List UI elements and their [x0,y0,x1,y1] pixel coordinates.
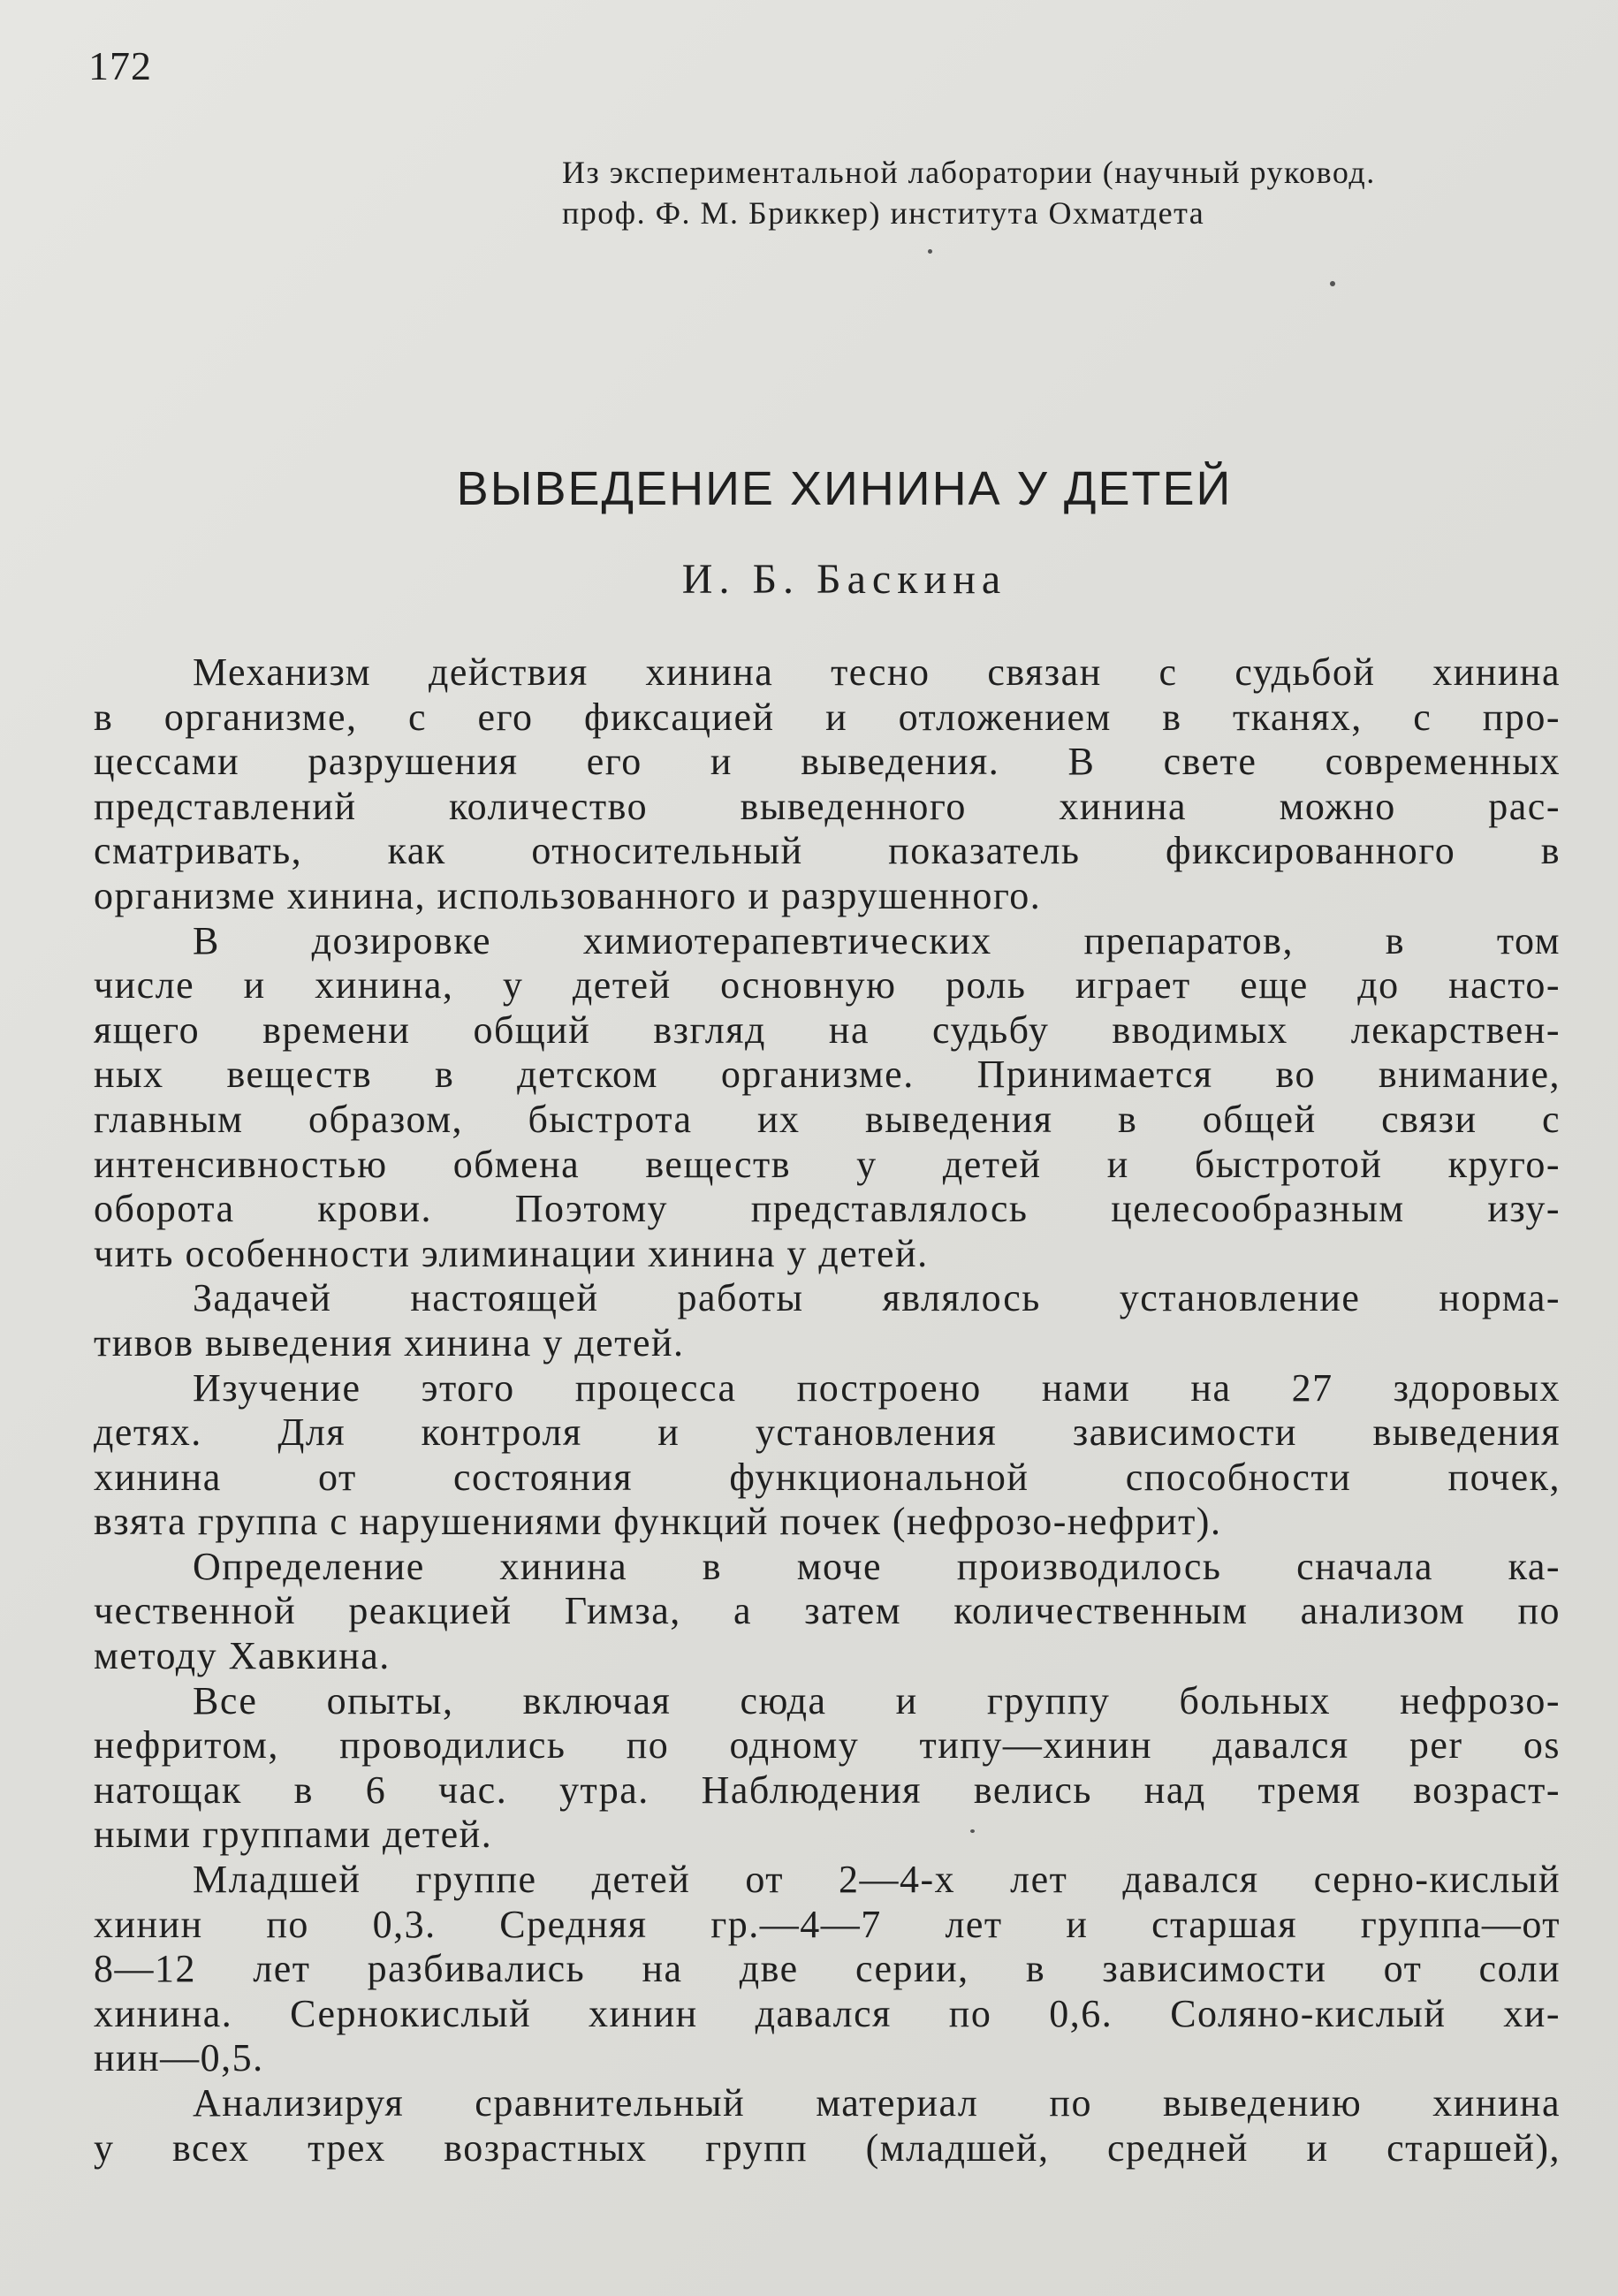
body-line: ящего времени общий взгляд на судьбу вводимых лекарствен- [94,1007,1561,1052]
body-line: главным образом, быстрота их выведения в общей связи с [94,1097,1561,1141]
body-line: ных веществ в детском организме. Принимается во внимание, [94,1053,1561,1097]
body-line: чественной реакцией Гимза, а затем количественным анализом по [94,1589,1561,1633]
body-line: 8—12 лет разбивались на две серии, в зависимости от соли [94,1947,1561,1991]
body-line: Младшей группе детей от 2—4-х лет давался серно-кислый [193,1858,1561,1902]
body-line: числе и хинина, у детей основную роль играет еще до насто- [94,963,1561,1007]
body-line: ными группами детей. [94,1813,493,1857]
article-author: И. Б. Баскина [681,556,1007,603]
body-line: нефритом, проводились по одному типу—хинин давался per os [94,1723,1561,1768]
body-line: сматривать, как относительный показатель фиксированного в [94,829,1561,873]
body-line: В дозировке химиотерапевтических препаратов, в том [193,918,1561,962]
body-line: организме хинина, использованного и разрушенного. [94,873,1042,917]
body-line: хинин по 0,3. Средняя гр.—4—7 лет и старшая группа—от [94,1902,1561,1946]
body-line: нин—0,5. [94,2036,264,2080]
page-number: 172 [88,43,152,88]
body-line: тивов выведения хинина у детей. [94,1320,685,1365]
article-title: ВЫВЕДЕНИЕ ХИНИНА У ДЕТЕЙ [456,462,1233,515]
body-line: натощак в 6 час. утра. Наблюдения велись над тремя возраст- [94,1768,1561,1812]
affiliation-line: Из экспериментальной лаборатории (научный руковод. [562,155,1376,190]
body-line: у всех трех возрастных групп (младшей, средней и старшей), [94,2125,1561,2170]
article-body [94,650,1561,2171]
body-line: оборота крови. Поэтому представлялось целесообразным изу- [94,1187,1561,1231]
scan-speck [970,1829,975,1833]
body-line: цессами разрушения его и выведения. В свете современных [94,740,1561,784]
affiliation-line: проф. Ф. М. Бриккер) института Охматдета [562,195,1205,231]
body-line: Определение хинина в моче производилось сначала ка- [193,1544,1561,1588]
body-line: в организме, с его фиксацией и отложением в тканях, с про- [94,695,1561,739]
body-line: хинина. Сернокислый хинин давался по 0,6. Соляно-кислый хи- [94,1991,1561,2035]
scan-speck [1330,281,1335,286]
body-line: методу Хавкина. [94,1634,391,1678]
affiliation-note [562,152,1569,233]
body-line: представлений количество выведенного хинина можно рас- [94,784,1561,828]
body-line: чить особенности элиминации хинина у детей. [94,1231,929,1275]
body-line: Задачей настоящей работы являлось установление норма- [193,1276,1561,1320]
body-line: Изучение этого процесса построено нами на 27 здоровых [193,1365,1561,1410]
body-line: детях. Для контроля и установления зависимости выведения [94,1410,1561,1455]
body-line: взята группа с нарушениями функций почек (нефрозо-нефрит). [94,1500,1222,1544]
body-line: интенсивностью обмена веществ у детей и быстротой круго- [94,1142,1561,1186]
body-line: хинина от состояния функциональной способности почек, [94,1455,1561,1499]
scan-speck [928,249,932,254]
body-line: Все опыты, включая сюда и группу больных нефрозо- [193,1678,1561,1722]
body-line: Механизм действия хинина тесно связан с судьбой хинина [193,650,1561,694]
body-line: Анализируя сравнительный материал по выведению хинина [193,2081,1561,2125]
